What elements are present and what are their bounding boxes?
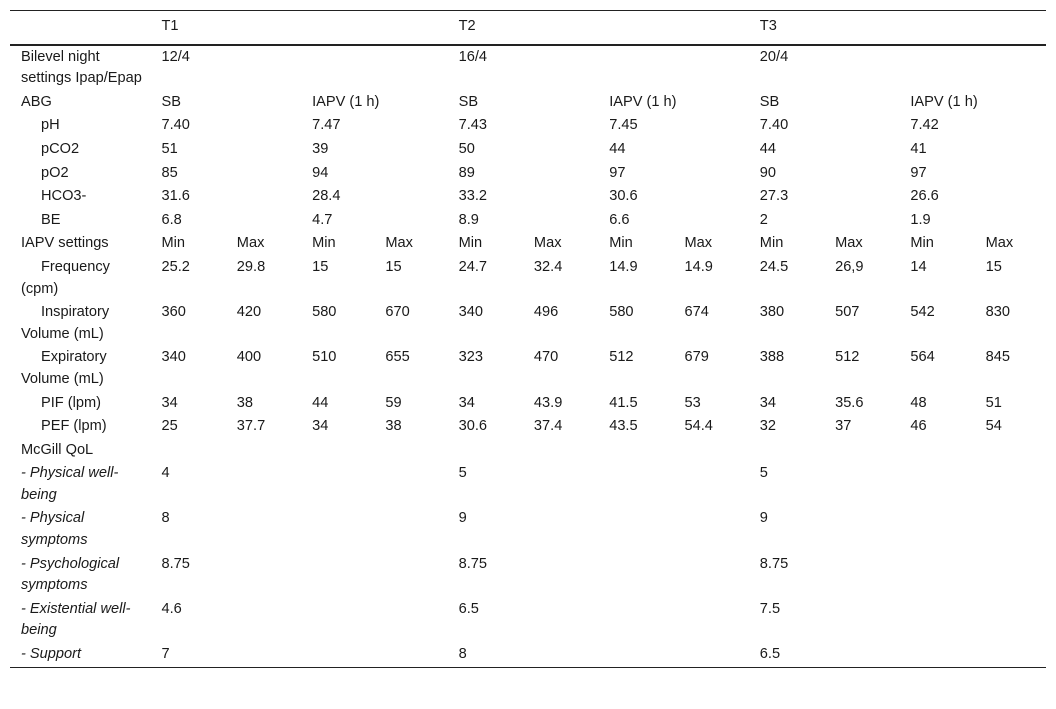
cell: 90 <box>759 164 777 181</box>
cell: 26.6 <box>910 188 939 205</box>
cell: 37 <box>835 418 852 435</box>
cell: 28.4 <box>312 188 341 205</box>
row-label: Expiratory Volume (mL) <box>21 349 107 387</box>
row-label: - Physical well-being <box>21 465 119 503</box>
cell: 34 <box>312 418 329 435</box>
minmax-label: Max <box>835 235 863 252</box>
minmax-label: Min <box>312 235 336 252</box>
row-label: HCO3- <box>41 188 87 205</box>
header-row <box>10 11 1046 45</box>
minmax-label: Min <box>609 235 633 252</box>
cell: 44 <box>312 394 329 411</box>
cell: 15 <box>385 258 402 275</box>
abg-label: ABG <box>21 93 52 110</box>
cell: 44 <box>759 140 777 157</box>
cell: 27.3 <box>759 188 789 205</box>
cell: 679 <box>684 349 709 366</box>
abg-row-pco2 <box>10 138 1046 162</box>
cell: 1.9 <box>910 211 931 228</box>
minmax-label: Max <box>985 235 1014 252</box>
bilevel-t2: 16/4 <box>458 48 488 65</box>
qol-header-row <box>10 439 1046 463</box>
iapv-row-pif <box>10 392 1046 416</box>
cell: 24.5 <box>759 258 789 275</box>
abg-mode-label: SB <box>759 93 780 110</box>
header-empty-cell <box>10 11 151 45</box>
cell: 340 <box>161 349 186 366</box>
cell: 340 <box>458 304 483 321</box>
cell: 34 <box>161 394 178 411</box>
row-label: pCO2 <box>41 140 80 157</box>
results-table-container <box>10 10 1046 668</box>
row-label: Frequency (cpm) <box>21 258 110 297</box>
cell: 8 <box>161 510 170 527</box>
minmax-label: Min <box>458 235 483 252</box>
minmax-label: Max <box>533 235 562 252</box>
cell: 8 <box>458 646 467 663</box>
cell: 7 <box>161 646 170 663</box>
iapv-row-expiratory-volume <box>10 346 1046 391</box>
cell: 5 <box>759 465 768 482</box>
cell: 43.9 <box>533 394 563 411</box>
cell: 59 <box>385 394 402 411</box>
abg-row-po2 <box>10 162 1046 186</box>
cell: 51 <box>161 140 178 157</box>
iapv-row-pef <box>10 415 1046 439</box>
qol-row-physical-wellbeing <box>10 462 1046 507</box>
minmax-label: Max <box>385 235 413 252</box>
header-t3: T3 <box>759 18 777 34</box>
cell: 97 <box>910 164 927 181</box>
cell: 420 <box>236 304 262 321</box>
cell: 4 <box>161 465 170 482</box>
cell: 8.75 <box>161 555 190 572</box>
cell: 845 <box>985 349 1010 366</box>
cell: 46 <box>910 418 927 435</box>
cell: 6.5 <box>458 600 479 617</box>
cell: 8.75 <box>759 555 789 572</box>
cell: 670 <box>385 304 410 321</box>
cell: 4.7 <box>312 211 333 228</box>
header-t2: T2 <box>458 18 476 34</box>
abg-row-ph <box>10 114 1046 138</box>
qol-row-support <box>10 643 1046 667</box>
cell: 400 <box>236 349 262 366</box>
bilevel-label: Bilevel night settings Ipap/Epap <box>21 48 142 87</box>
cell: 507 <box>835 304 860 321</box>
abg-mode-label: SB <box>161 93 181 110</box>
cell: 97 <box>609 164 626 181</box>
cell: 580 <box>609 304 634 321</box>
cell: 496 <box>533 304 559 321</box>
cell: 7.45 <box>609 117 638 134</box>
minmax-label: Max <box>236 235 265 252</box>
cell: 9 <box>759 510 768 527</box>
minmax-label: Max <box>684 235 713 252</box>
row-label: pH <box>41 117 60 134</box>
cell: 655 <box>385 349 410 366</box>
cell: 7.5 <box>759 600 781 617</box>
cell: 44 <box>609 140 626 157</box>
cell: 38 <box>236 394 254 411</box>
iapv-row-inspiratory-volume <box>10 301 1046 346</box>
cell: 510 <box>312 349 337 366</box>
cell: 14 <box>910 258 927 275</box>
cell: 37.7 <box>236 418 266 435</box>
iapv-row-frequency <box>10 256 1046 301</box>
cell: 6.6 <box>609 211 630 228</box>
cell: 51 <box>985 394 1002 411</box>
cell: 542 <box>910 304 935 321</box>
iapv-label: IAPV settings <box>21 235 109 252</box>
row-label: pO2 <box>41 164 69 181</box>
cell: 360 <box>161 304 186 321</box>
cell: 323 <box>458 349 483 366</box>
cell: 34 <box>759 394 777 411</box>
cell: 41.5 <box>609 394 638 411</box>
cell: 25.2 <box>161 258 190 275</box>
results-table <box>10 10 1046 668</box>
cell: 41 <box>910 140 927 157</box>
cell: 43.5 <box>609 418 638 435</box>
cell: 94 <box>312 164 329 181</box>
abg-mode-label: IAPV (1 h) <box>910 93 978 110</box>
cell: 14.9 <box>609 258 638 275</box>
cell: 54.4 <box>684 418 713 435</box>
row-label: - Support <box>21 646 82 663</box>
row-label: PIF (lpm) <box>41 394 101 411</box>
cell: 14.9 <box>684 258 713 275</box>
cell: 512 <box>609 349 634 366</box>
cell: 564 <box>910 349 935 366</box>
cell: 37.4 <box>533 418 563 435</box>
abg-mode-label: IAPV (1 h) <box>312 93 380 110</box>
cell: 8.9 <box>458 211 479 228</box>
minmax-label: Min <box>161 235 186 252</box>
abg-header-row <box>10 91 1046 115</box>
cell: 54 <box>985 418 1002 435</box>
minmax-label: Min <box>910 235 934 252</box>
cell: 7.40 <box>161 117 190 134</box>
cell: 7.43 <box>458 117 488 134</box>
cell: 53 <box>684 394 701 411</box>
cell: 5 <box>458 465 467 482</box>
cell: 85 <box>161 164 178 181</box>
row-label: Inspiratory Volume (mL) <box>21 304 110 342</box>
bilevel-row <box>10 45 1046 91</box>
cell: 470 <box>533 349 559 366</box>
cell: 89 <box>458 164 475 181</box>
cell: 4.6 <box>161 600 182 617</box>
cell: 512 <box>835 349 860 366</box>
cell: 15 <box>985 258 1002 275</box>
cell: 7.40 <box>759 117 789 134</box>
qol-row-physical-symptoms <box>10 507 1046 552</box>
abg-row-be <box>10 209 1046 233</box>
cell: 30.6 <box>609 188 638 205</box>
row-label: - Existential well-being <box>21 600 131 639</box>
cell: 32.4 <box>533 258 563 275</box>
cell: 48 <box>910 394 927 411</box>
cell: 50 <box>458 140 475 157</box>
bilevel-t1: 12/4 <box>161 48 190 65</box>
cell: 31.6 <box>161 188 190 205</box>
abg-mode-label: IAPV (1 h) <box>609 93 677 110</box>
cell: 380 <box>759 304 785 321</box>
cell: 24.7 <box>458 258 488 275</box>
cell: 15 <box>312 258 329 275</box>
cell: 32 <box>759 418 777 435</box>
abg-mode-label: SB <box>458 93 479 110</box>
minmax-label: Min <box>759 235 784 252</box>
cell: 34 <box>458 394 475 411</box>
cell: 33.2 <box>458 188 488 205</box>
cell: 580 <box>312 304 337 321</box>
cell: 39 <box>312 140 329 157</box>
cell: 38 <box>385 418 402 435</box>
row-label: PEF (lpm) <box>41 418 107 435</box>
cell: 35.6 <box>835 394 864 411</box>
cell: 2 <box>759 211 768 228</box>
iapv-header-row <box>10 232 1046 256</box>
cell: 674 <box>684 304 709 321</box>
cell: 388 <box>759 349 785 366</box>
cell: 7.42 <box>910 117 939 134</box>
cell: 8.75 <box>458 555 488 572</box>
cell: 7.47 <box>312 117 341 134</box>
cell: 26,9 <box>835 258 864 275</box>
cell: 6.8 <box>161 211 182 228</box>
cell: 830 <box>985 304 1010 321</box>
table-header <box>10 11 1046 45</box>
cell: 29.8 <box>236 258 266 275</box>
header-t1: T1 <box>161 18 179 34</box>
cell: 9 <box>458 510 467 527</box>
row-label: - Psychological symptoms <box>21 555 120 594</box>
abg-row-hco3 <box>10 185 1046 209</box>
cell: 30.6 <box>458 418 488 435</box>
bilevel-t3: 20/4 <box>759 48 789 65</box>
cell: 25 <box>161 418 178 435</box>
qol-label: McGill QoL <box>21 441 94 458</box>
cell: 6.5 <box>759 646 781 663</box>
table-body <box>10 45 1046 668</box>
row-label: BE <box>41 211 61 228</box>
qol-row-psychological-symptoms <box>10 553 1046 598</box>
row-label: - Physical symptoms <box>21 510 88 549</box>
qol-row-existential-wellbeing <box>10 598 1046 643</box>
